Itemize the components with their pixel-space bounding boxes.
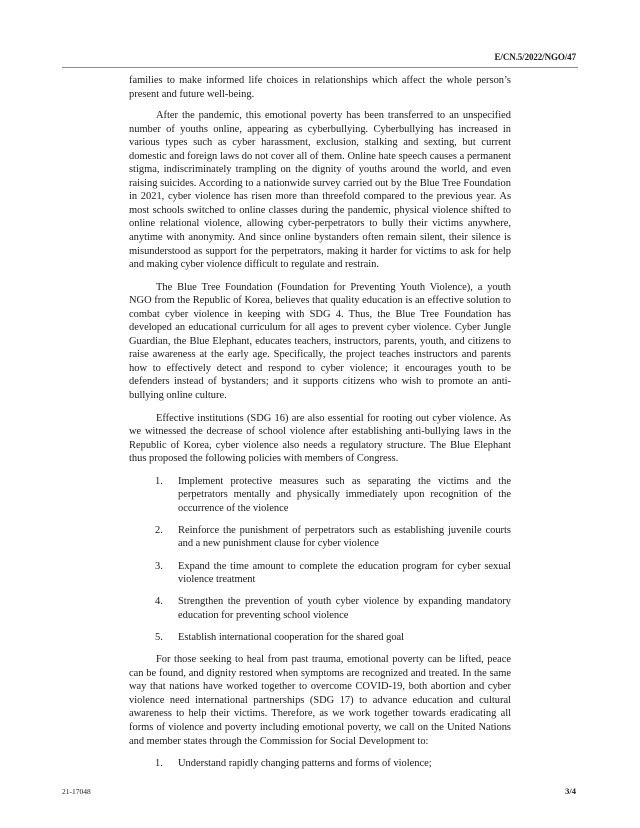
list-item xyxy=(129,757,511,771)
document-symbol: E/CN.5/2022/NGO/47 xyxy=(494,52,576,62)
list-item-text: Implement protective measures such as separating the victims and the perpetrators mentally and physically immediately upon recognition of the occurrence of the violence xyxy=(178,475,511,514)
list-item-number: 5. xyxy=(155,631,163,643)
list-item-text: Reinforce the punishment of perpetrators such as establishing juvenile courts and a new punishment clause for cyber violence xyxy=(178,524,511,550)
list-item xyxy=(129,475,511,516)
list-item-number: 1. xyxy=(155,758,163,770)
list-item-number: 4. xyxy=(155,596,163,608)
job-number: 21-17048 xyxy=(62,787,91,796)
list-item-number: 3. xyxy=(155,560,163,572)
list-item xyxy=(129,560,511,587)
header-rule xyxy=(62,67,578,68)
page-number: 3/4 xyxy=(565,786,576,796)
paragraph-blue-tree-foundation: The Blue Tree Foundation (Foundation for Preventing Youth Violence), a youth NGO from the Republic of Korea, believes that quality education is an effective solution to combat cyber violence in keeping with SDG 4. Thus, the Blue Tree Foundation has developed an educational curriculum for all ages to prevent cyber violence. Cyber Jungle Guardian, the Blue Elephant, educates teachers, instructors, parents, youth, and citizens to raise awareness at the early age. Specifically, the project teaches instructors and parents how to effectively detect and respond to cyber violence; it encourages youth to be defenders instead of bystanders; and it supports citizens who wish to promote an anti-bullying online culture. xyxy=(129,281,511,402)
list-item-text: Strengthen the prevention of youth cyber violence by expanding mandatory education for preventing school violence xyxy=(178,596,511,621)
call-list xyxy=(129,757,511,771)
list-item-number: 1. xyxy=(155,475,163,487)
list-item-number: 2. xyxy=(155,524,163,536)
policy-list xyxy=(129,475,511,644)
list-item-text: Expand the time amount to complete the education program for cyber sexual violence treatment xyxy=(178,560,511,586)
paragraph-effective-institutions: Effective institutions (SDG 16) are also essential for rooting out cyber violence. As we witnessed the decrease of school violence after establishing anti-bullying laws in the Republic of Korea, cyber violence also needs a regulatory structure. The Blue Elephant thus proposed the following policies with members of Congress. xyxy=(129,412,511,465)
list-item xyxy=(129,524,511,551)
paragraph-closing: For those seeking to heal from past trauma, emotional poverty can be lifted, peace can be found, and dignity restored when symptoms are recognized and treated. In the same way that nations have worked together to overcome COVID-19, both abortion and cyber violence need international partnerships (SDG 17) to advance education and cultural awareness to help their victims. Therefore, as we work together towards eradicating all forms of violence and poverty including emotional poverty, we call on the United Nations and member states through the Commission for Social Development to: xyxy=(129,654,511,747)
list-item-text: Establish international cooperation for the shared goal xyxy=(178,631,405,643)
list-item xyxy=(129,631,511,645)
document-body xyxy=(129,74,511,780)
paragraph-cyberbullying: After the pandemic, this emotional poverty has been transferred to an unspecified number of youths online, appearing as cyberbullying. Cyberbullying has increased in various types such as cyber harassment, exclusion, stalking and sexting, but current domestic and foreign laws do not cover all of them. Online hate speech causes a permanent stigma, indiscriminately trampling on the dignity of youths around the world, and even raising suicides. According to a nationwide survey carried out by the Blue Tree Foundation in 2021, cyber violence has risen more than threefold compared to the previous year. As most schools switched to online classes during the pandemic, physical violence shifted to online relational violence, allowing cyber-perpetrators to bully their victims anywhere, anytime with anonymity. And since online bystanders often remain silent, their silence is misunderstood as support for the perpetrators, making it harder for victims to ask for help and making cyber violence difficult to regulate and restrain. xyxy=(129,110,511,271)
paragraph-continuation: families to make informed life choices in relationships which affect the whole person’s present and future well-being. xyxy=(129,75,511,100)
list-item xyxy=(129,595,511,622)
list-item-text: Understand rapidly changing patterns and forms of violence; xyxy=(178,758,432,770)
